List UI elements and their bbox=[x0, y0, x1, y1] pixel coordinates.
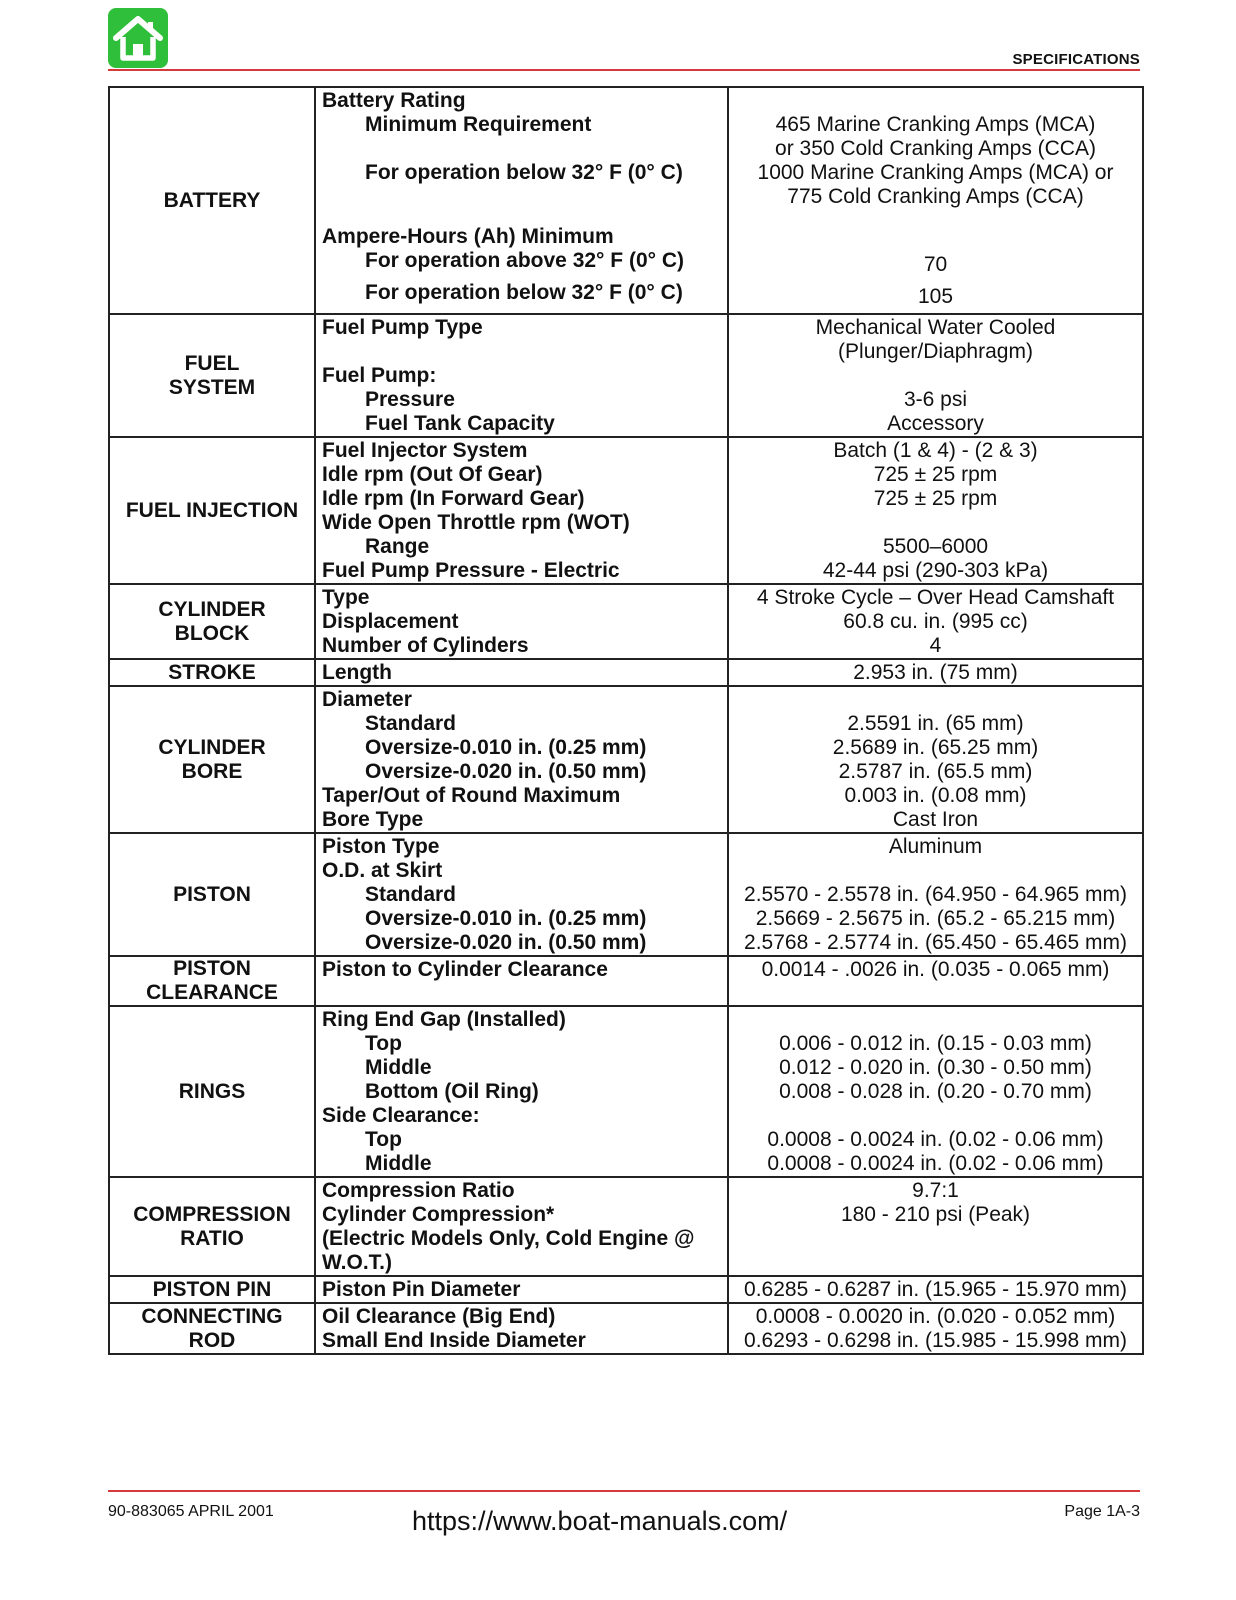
spec-labels bbox=[315, 314, 728, 437]
spec-labels bbox=[315, 1006, 728, 1177]
footer-rule bbox=[108, 1490, 1140, 1492]
spec-label: Oversize-0.010 in. (0.25 mm) bbox=[365, 907, 647, 930]
spec-value: 9.7:1 bbox=[912, 1179, 959, 1202]
spec-label: Oversize-0.020 in. (0.50 mm) bbox=[365, 931, 647, 954]
header-rule bbox=[108, 69, 1140, 71]
spec-label: For operation below 32° F (0° C) bbox=[365, 281, 683, 304]
spec-label: Type bbox=[322, 586, 370, 609]
spec-value: 2.5591 in. (65 mm) bbox=[847, 712, 1024, 735]
spec-labels bbox=[315, 437, 728, 584]
spec-label: Fuel Pump Pressure - Electric bbox=[322, 559, 620, 582]
spec-value: 105 bbox=[917, 285, 954, 308]
specifications-table bbox=[108, 86, 1144, 1355]
spec-value: 0.008 - 0.028 in. (0.20 - 0.70 mm) bbox=[779, 1080, 1092, 1103]
spec-label: (Electric Models Only, Cold Engine @ bbox=[322, 1227, 695, 1250]
spec-value: Cast Iron bbox=[892, 808, 979, 831]
spec-labels bbox=[315, 833, 728, 956]
spec-values bbox=[728, 956, 1143, 1006]
spec-value: 42-44 psi (290-303 kPa) bbox=[822, 559, 1049, 582]
spec-value: 2.953 in. (75 mm) bbox=[853, 661, 1018, 684]
spec-value: 5500–6000 bbox=[882, 535, 989, 558]
spec-value: 0.0008 - 0.0024 in. (0.02 - 0.06 mm) bbox=[767, 1152, 1104, 1175]
spec-label: Oil Clearance (Big End) bbox=[322, 1305, 556, 1328]
spec-label: Ring End Gap (Installed) bbox=[322, 1008, 566, 1031]
spec-row bbox=[109, 686, 1143, 833]
spec-labels bbox=[315, 956, 728, 1006]
spec-label: Fuel Tank Capacity bbox=[365, 412, 555, 435]
spec-value: 0.0008 - 0.0020 in. (0.020 - 0.052 mm) bbox=[755, 1305, 1116, 1328]
spec-label: Battery Rating bbox=[322, 89, 466, 112]
spec-values bbox=[728, 1006, 1143, 1177]
spec-row bbox=[109, 956, 1143, 1006]
spec-category: PISTON CLEARANCE bbox=[109, 956, 315, 1006]
spec-value: 180 - 210 psi (Peak) bbox=[840, 1203, 1031, 1226]
spec-labels bbox=[315, 659, 728, 686]
spec-value bbox=[735, 511, 1136, 535]
spec-labels bbox=[315, 87, 728, 314]
spec-label: Idle rpm (Out Of Gear) bbox=[322, 463, 543, 486]
spec-values bbox=[728, 1177, 1143, 1276]
spec-values bbox=[728, 437, 1143, 584]
spec-label: Bottom (Oil Ring) bbox=[365, 1080, 539, 1103]
page-number: Page 1A-3 bbox=[1064, 1503, 1140, 1520]
spec-label bbox=[322, 340, 721, 364]
spec-row bbox=[109, 1177, 1143, 1276]
spec-label: Wide Open Throttle rpm (WOT) bbox=[322, 511, 630, 534]
spec-value: Mechanical Water Cooled bbox=[815, 316, 1056, 339]
spec-label: Piston Type bbox=[322, 835, 440, 858]
spec-value: 1000 Marine Cranking Amps (MCA) or bbox=[757, 161, 1114, 184]
spec-value: 2.5768 - 2.5774 in. (65.450 - 65.465 mm) bbox=[744, 931, 1127, 954]
spec-label: Taper/Out of Round Maximum bbox=[322, 784, 621, 807]
spec-label: Minimum Requirement bbox=[365, 113, 592, 136]
spec-label: Standard bbox=[365, 712, 457, 735]
spec-value: 0.012 - 0.020 in. (0.30 - 0.50 mm) bbox=[779, 1056, 1092, 1079]
spec-row bbox=[109, 314, 1143, 437]
spec-value: 0.6293 - 0.6298 in. (15.985 - 15.998 mm) bbox=[744, 1329, 1127, 1352]
spec-values bbox=[728, 686, 1143, 833]
spec-labels bbox=[315, 686, 728, 833]
spec-row bbox=[109, 1006, 1143, 1177]
spec-category: RINGS bbox=[109, 1006, 315, 1177]
spec-label bbox=[322, 137, 721, 161]
spec-value: 2.5689 in. (65.25 mm) bbox=[832, 736, 1039, 759]
spec-label: For operation above 32° F (0° C) bbox=[365, 249, 685, 272]
spec-category: COMPRESSION RATIO bbox=[109, 1177, 315, 1276]
spec-value: or 350 Cold Cranking Amps (CCA) bbox=[775, 137, 1096, 160]
spec-label: W.O.T.) bbox=[322, 1251, 392, 1274]
spec-value: 0.006 - 0.012 in. (0.15 - 0.03 mm) bbox=[779, 1032, 1092, 1055]
spec-row bbox=[109, 584, 1143, 659]
spec-value bbox=[735, 688, 1136, 712]
home-icon bbox=[112, 14, 164, 62]
spec-category: CYLINDER BLOCK bbox=[109, 584, 315, 659]
spec-values bbox=[728, 1276, 1143, 1303]
spec-label: Small End Inside Diameter bbox=[322, 1329, 586, 1352]
spec-labels bbox=[315, 1303, 728, 1354]
spec-value: 4 bbox=[929, 634, 942, 657]
spec-value: Accessory bbox=[887, 412, 984, 435]
spec-value: 60.8 cu. in. (995 cc) bbox=[843, 610, 1028, 633]
spec-label: Middle bbox=[365, 1152, 432, 1175]
spec-label: Diameter bbox=[322, 688, 412, 711]
spec-label: Top bbox=[365, 1128, 402, 1151]
home-button[interactable] bbox=[108, 8, 168, 68]
spec-values bbox=[728, 314, 1143, 437]
spec-row bbox=[109, 659, 1143, 686]
spec-value bbox=[735, 209, 1136, 249]
spec-category: PISTON PIN bbox=[109, 1276, 315, 1303]
spec-values bbox=[728, 833, 1143, 956]
website-link[interactable]: https://www.boat-manuals.com/ bbox=[412, 1506, 788, 1536]
spec-labels bbox=[315, 584, 728, 659]
spec-value: 3-6 psi bbox=[903, 388, 968, 411]
spec-label: Side Clearance: bbox=[322, 1104, 480, 1127]
spec-labels bbox=[315, 1276, 728, 1303]
spec-category: BATTERY bbox=[109, 87, 315, 314]
spec-value bbox=[735, 364, 1136, 388]
spec-label: Length bbox=[322, 661, 392, 684]
document-number: 90-883065 APRIL 2001 bbox=[108, 1503, 274, 1520]
spec-label: For operation below 32° F (0° C) bbox=[365, 161, 683, 184]
spec-label: Cylinder Compression* bbox=[322, 1203, 555, 1226]
spec-value: 2.5669 - 2.5675 in. (65.2 - 65.215 mm) bbox=[755, 907, 1116, 930]
spec-label: Piston Pin Diameter bbox=[322, 1278, 521, 1301]
spec-row bbox=[109, 87, 1143, 314]
spec-value: 465 Marine Cranking Amps (MCA) bbox=[775, 113, 1096, 136]
spec-value: 0.003 in. (0.08 mm) bbox=[844, 784, 1027, 807]
spec-label: Compression Ratio bbox=[322, 1179, 515, 1202]
spec-value bbox=[735, 859, 1136, 883]
spec-value: 775 Cold Cranking Amps (CCA) bbox=[787, 185, 1084, 208]
spec-value bbox=[735, 89, 1136, 113]
spec-category: FUEL SYSTEM bbox=[109, 314, 315, 437]
spec-label: Top bbox=[365, 1032, 402, 1055]
spec-label: Number of Cylinders bbox=[322, 634, 529, 657]
spec-label: Ampere-Hours (Ah) Minimum bbox=[322, 225, 614, 248]
spec-category: CONNECTING ROD bbox=[109, 1303, 315, 1354]
spec-label: Oversize-0.020 in. (0.50 mm) bbox=[365, 760, 647, 783]
spec-value: 0.0014 - .0026 in. (0.035 - 0.065 mm) bbox=[761, 958, 1110, 981]
spec-value: 70 bbox=[923, 253, 948, 276]
spec-labels bbox=[315, 1177, 728, 1276]
spec-label: Middle bbox=[365, 1056, 432, 1079]
spec-row bbox=[109, 1303, 1143, 1354]
spec-label: Pressure bbox=[365, 388, 455, 411]
spec-label: Standard bbox=[365, 883, 457, 906]
spec-values bbox=[728, 87, 1143, 314]
spec-values bbox=[728, 1303, 1143, 1354]
spec-label bbox=[322, 185, 721, 225]
spec-values bbox=[728, 659, 1143, 686]
spec-label: Range bbox=[365, 535, 430, 558]
spec-category: STROKE bbox=[109, 659, 315, 686]
spec-label: Displacement bbox=[322, 610, 459, 633]
spec-label: Bore Type bbox=[322, 808, 424, 831]
spec-value: Batch (1 & 4) - (2 & 3) bbox=[833, 439, 1038, 462]
spec-row bbox=[109, 1276, 1143, 1303]
spec-values bbox=[728, 584, 1143, 659]
spec-category: CYLINDER BORE bbox=[109, 686, 315, 833]
spec-value: 725 ± 25 rpm bbox=[873, 487, 998, 510]
spec-value: 0.6285 - 0.6287 in. (15.965 - 15.970 mm) bbox=[744, 1278, 1127, 1301]
spec-label: Fuel Pump Type bbox=[322, 316, 483, 339]
spec-category: FUEL INJECTION bbox=[109, 437, 315, 584]
specifications-table-body bbox=[109, 87, 1143, 1354]
spec-label: O.D. at Skirt bbox=[322, 859, 443, 882]
spec-value: 2.5787 in. (65.5 mm) bbox=[838, 760, 1033, 783]
spec-label: Oversize-0.010 in. (0.25 mm) bbox=[365, 736, 647, 759]
spec-value: 725 ± 25 rpm bbox=[873, 463, 998, 486]
spec-category: PISTON bbox=[109, 833, 315, 956]
spec-label: Idle rpm (In Forward Gear) bbox=[322, 487, 585, 510]
section-title: SPECIFICATIONS bbox=[1012, 51, 1140, 68]
spec-value bbox=[735, 1104, 1136, 1128]
spec-value: 2.5570 - 2.5578 in. (64.950 - 64.965 mm) bbox=[744, 883, 1127, 906]
spec-value: 0.0008 - 0.0024 in. (0.02 - 0.06 mm) bbox=[767, 1128, 1104, 1151]
spec-label: Fuel Pump: bbox=[322, 364, 437, 387]
spec-label: Fuel Injector System bbox=[322, 439, 528, 462]
spec-value: 4 Stroke Cycle – Over Head Camshaft bbox=[756, 586, 1115, 609]
spec-value: (Plunger/Diaphragm) bbox=[838, 340, 1033, 363]
spec-value: Aluminum bbox=[888, 835, 983, 858]
spec-row bbox=[109, 437, 1143, 584]
spec-row bbox=[109, 833, 1143, 956]
spec-label: Piston to Cylinder Clearance bbox=[322, 958, 608, 981]
spec-value bbox=[735, 1008, 1136, 1032]
